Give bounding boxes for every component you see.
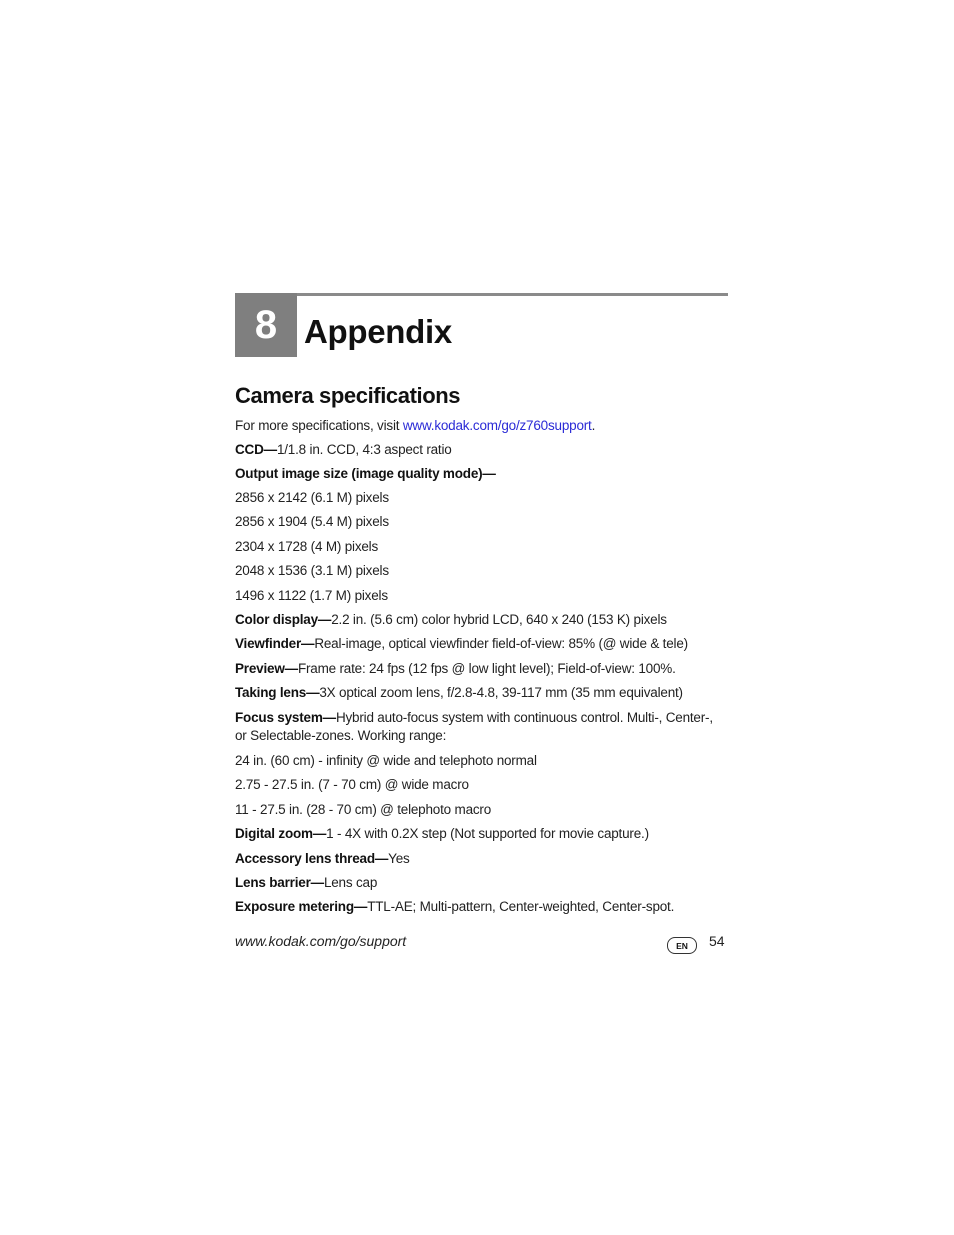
spec-value: 2.2 in. (5.6 cm) color hybrid LCD, 640 x 240 (153 K) pixels [331, 612, 667, 627]
spec-value: Yes [388, 851, 410, 866]
spec-output-heading [235, 465, 496, 483]
spec-label: Accessory lens thread— [235, 851, 389, 866]
spec-value: Lens cap [323, 875, 378, 890]
spec-label: Color display— [235, 612, 332, 627]
focus-range-item: 2.75 - 27.5 in. (7 - 70 cm) @ wide macro [235, 777, 469, 792]
spec-label: Focus system— [235, 710, 336, 725]
spec-label: Taking lens— [235, 685, 320, 700]
spec-exposure-metering [235, 898, 674, 916]
spec-viewfinder [235, 635, 688, 653]
spec-value: 1/1.8 in. CCD, 4:3 aspect ratio [276, 442, 452, 457]
spec-value: 1 - 4X with 0.2X step (Not supported for movie capture.) [326, 826, 649, 841]
intro-text: For more specifications, visit [235, 418, 403, 433]
spec-value: Hybrid auto-focus system with continuous control. Multi-, Center-, or Selectable-zones. Working range: [235, 710, 713, 743]
spec-label: CCD— [235, 442, 277, 457]
page-number: 54 [709, 933, 725, 949]
spec-value: Frame rate: 24 fps (12 fps @ low light level); Field-of-view: 100%. [297, 661, 676, 676]
language-badge: EN [667, 937, 697, 954]
spec-label: Preview— [235, 661, 298, 676]
spec-lens-barrier [235, 874, 377, 892]
spec-label: Lens barrier— [235, 875, 324, 890]
spec-digital-zoom [235, 825, 649, 843]
intro-line [235, 417, 595, 435]
intro-suffix: . [591, 418, 596, 433]
footer-url[interactable]: www.kodak.com/go/support [235, 933, 407, 949]
spec-focus-system [235, 709, 725, 745]
spec-ccd [235, 441, 452, 459]
support-link[interactable]: www.kodak.com/go/z760support [402, 418, 592, 433]
spec-value: TTL-AE; Multi-pattern, Center-weighted, Center-spot. [367, 899, 675, 914]
spec-label: Viewfinder— [235, 636, 315, 651]
chapter-title: Appendix [304, 313, 452, 350]
spec-label: Exposure metering— [235, 899, 368, 914]
spec-taking-lens [235, 684, 683, 702]
output-size-item: 2856 x 2142 (6.1 M) pixels [235, 490, 389, 505]
output-size-item: 1496 x 1122 (1.7 M) pixels [235, 588, 388, 603]
spec-value: 3X optical zoom lens, f/2.8-4.8, 39-117 mm (35 mm equivalent) [319, 685, 683, 700]
spec-color-display [235, 611, 667, 629]
spec-accessory-lens [235, 850, 410, 868]
chapter-rule [235, 293, 728, 296]
spec-label: Output image size (image quality mode)— [235, 466, 496, 481]
output-size-item: 2048 x 1536 (3.1 M) pixels [235, 563, 389, 578]
spec-value: Real-image, optical viewfinder field-of-view: 85% (@ wide & tele) [314, 636, 688, 651]
output-size-item: 2856 x 1904 (5.4 M) pixels [235, 514, 389, 529]
section-title: Camera specifications [235, 383, 461, 408]
focus-range-item: 24 in. (60 cm) - infinity @ wide and telephoto normal [235, 753, 537, 768]
chapter-number: 8 [235, 293, 297, 357]
spec-label: Digital zoom— [235, 826, 327, 841]
focus-range-item: 11 - 27.5 in. (28 - 70 cm) @ telephoto macro [235, 802, 492, 817]
spec-preview [235, 660, 676, 678]
output-size-item: 2304 x 1728 (4 M) pixels [235, 539, 379, 554]
